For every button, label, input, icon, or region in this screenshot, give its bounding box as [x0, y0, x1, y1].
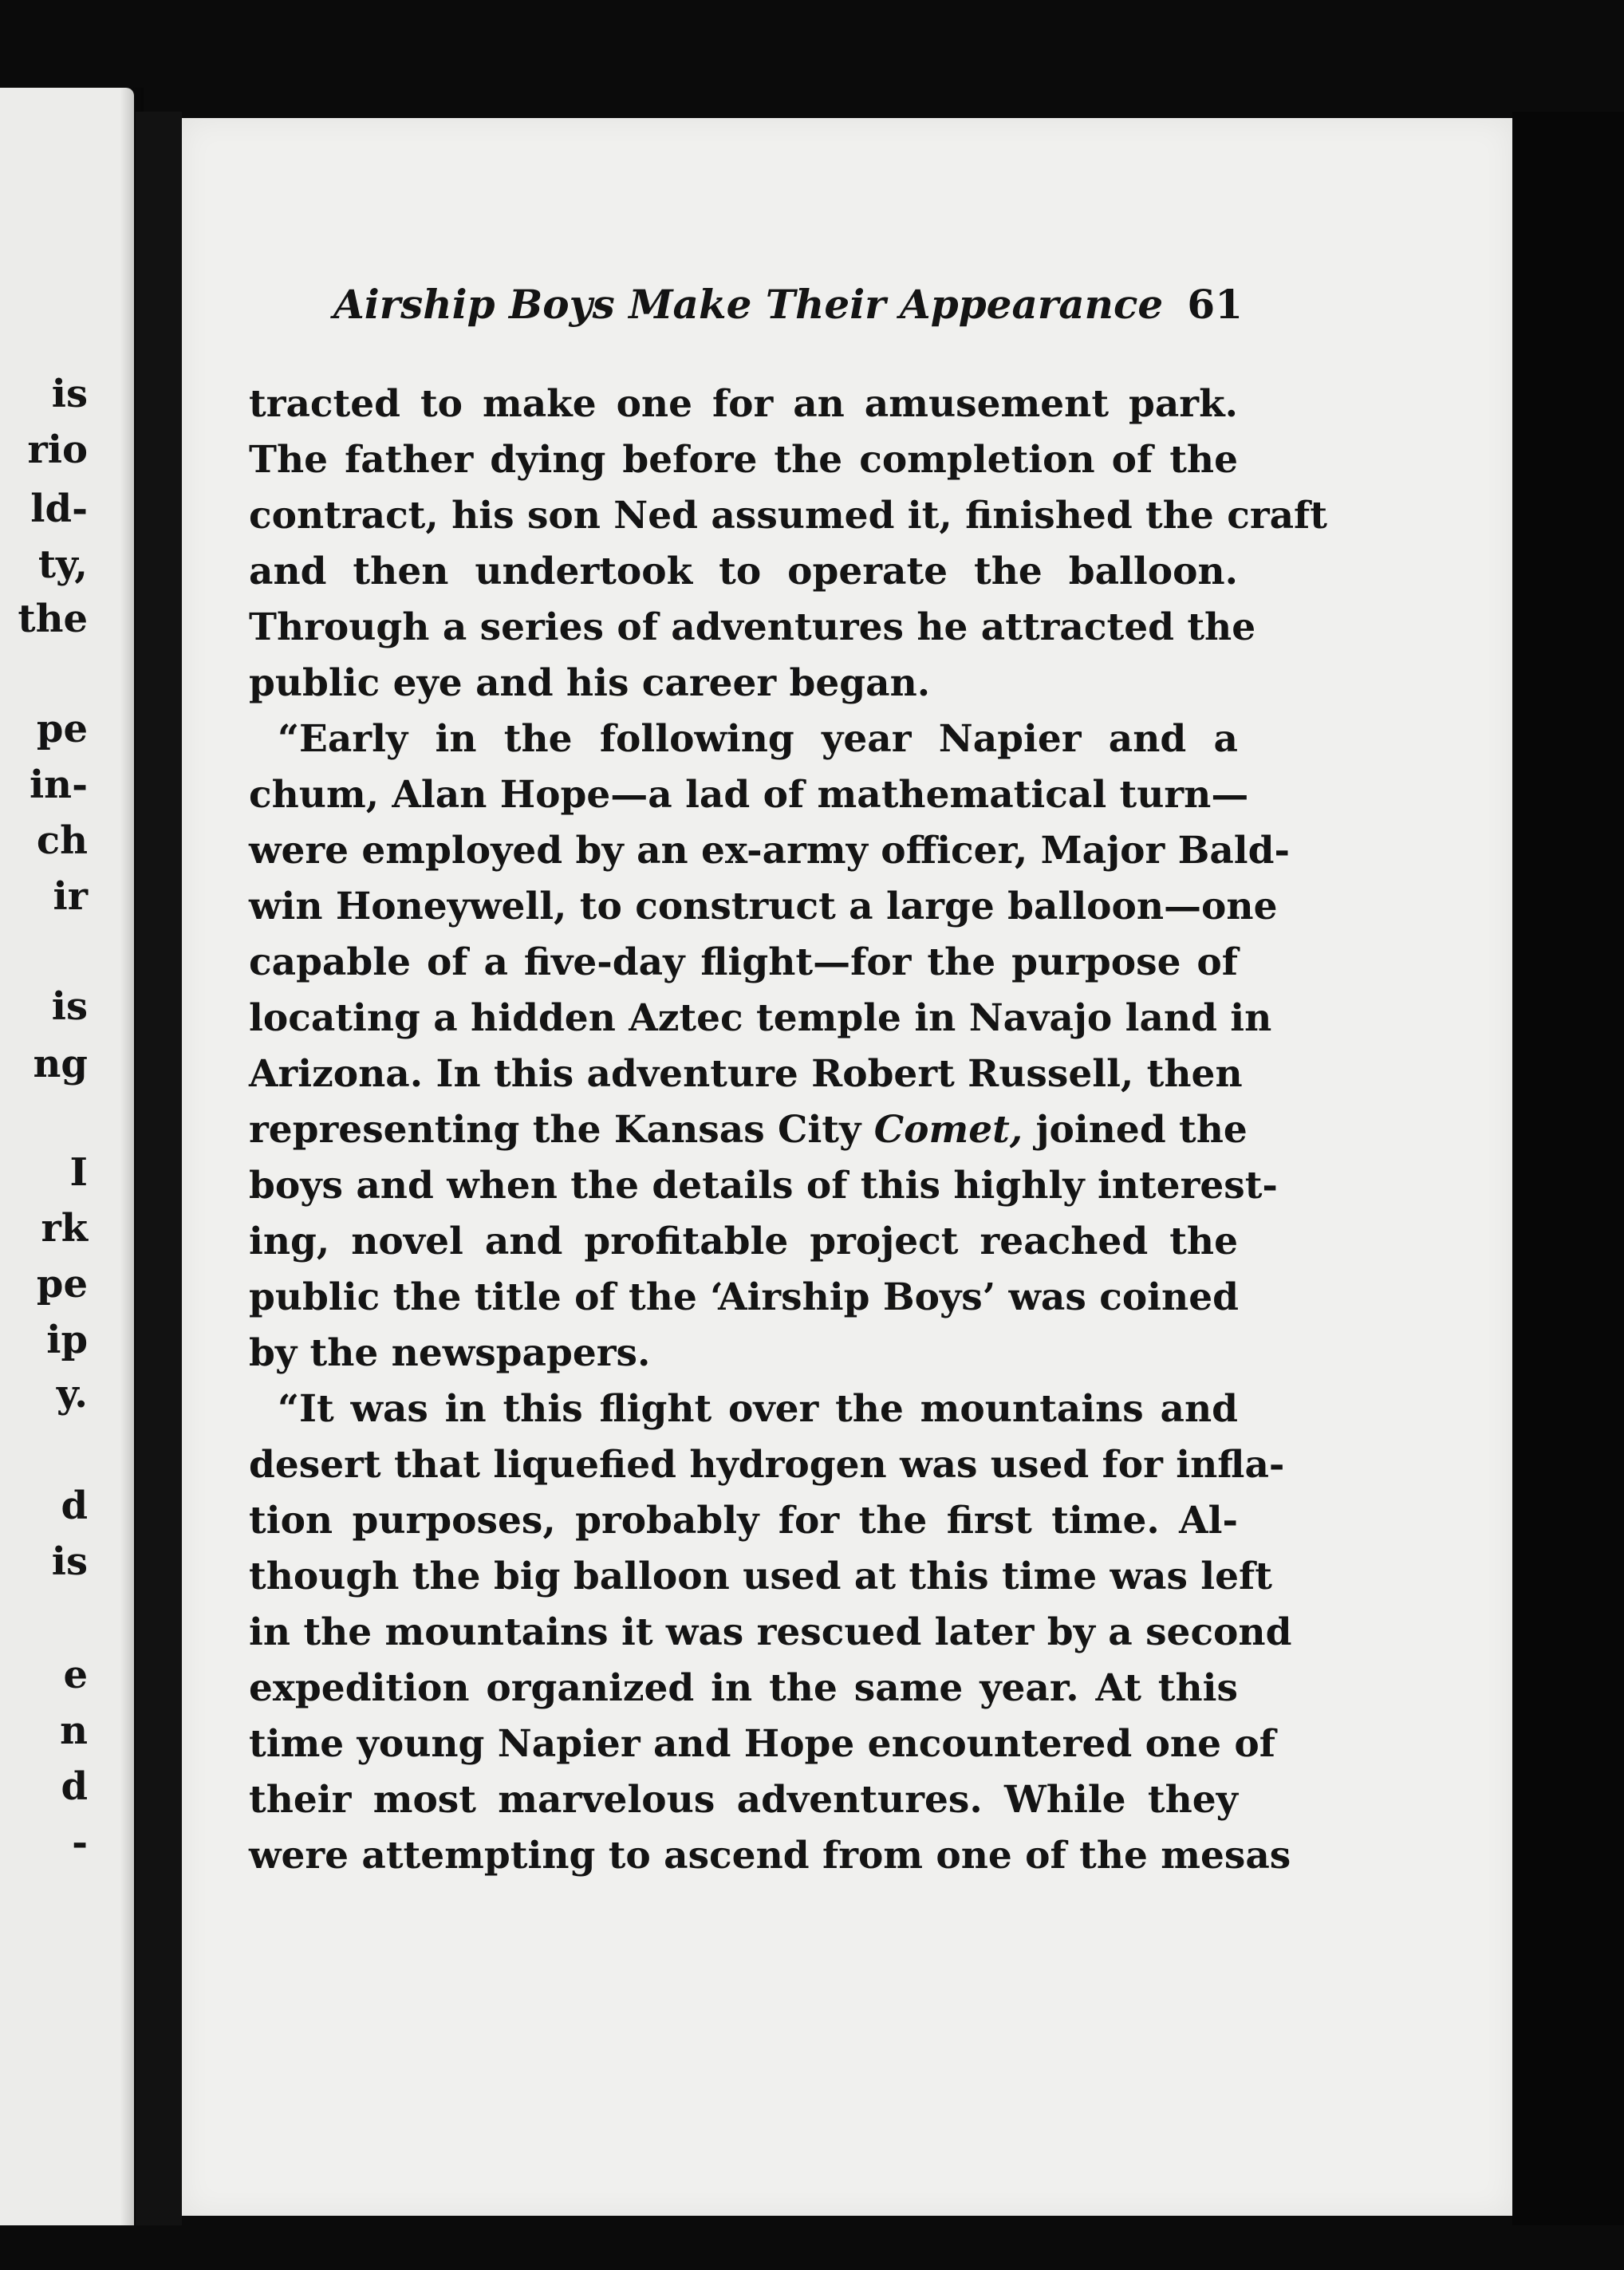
facing-page-fragment: -: [72, 1820, 88, 1865]
text-line: time young Napier and Hope encountered one of: [249, 1722, 1275, 1766]
text-line: The father dying before the completion of the: [249, 438, 1238, 482]
text-line: tion purposes, probably for the first time. Al-: [249, 1499, 1238, 1543]
text-line: locating a hidden Aztec temple in Navajo land in: [249, 996, 1272, 1040]
text-line: contract, his son Ned assumed it, finished the craft: [249, 494, 1327, 538]
facing-page-fragment: d: [61, 1764, 88, 1809]
text-line: though the big balloon used at this time was left: [249, 1555, 1272, 1598]
facing-page-fragment: is: [51, 984, 88, 1029]
facing-page-fragment: ir: [53, 874, 88, 919]
scan-border-right: [1512, 112, 1624, 2270]
text-line: public the title of the ‘Airship Boys’ was coined: [249, 1275, 1239, 1319]
text-line: public eye and his career began.: [249, 661, 931, 705]
facing-page-fragment: rk: [41, 1206, 88, 1251]
text-line: “It was in this flight over the mountains and: [278, 1387, 1238, 1431]
facing-page-fragment: ty,: [37, 542, 88, 587]
running-head-title: Airship Boys Make Their Appearance: [333, 281, 1164, 328]
text-line: in the mountains it was rescued later by a second: [249, 1610, 1292, 1654]
text-line: were attempting to ascend from one of the mesas: [249, 1834, 1291, 1878]
facing-page-fragment: the: [18, 597, 88, 641]
facing-page-fragment: ch: [36, 818, 88, 863]
facing-page-fragment: pe: [36, 1262, 88, 1306]
facing-page-fragment: I: [69, 1150, 88, 1195]
facing-page-fragment: n: [60, 1708, 88, 1753]
text-line: Through a series of adventures he attracted the: [249, 605, 1256, 649]
text-line: representing the Kansas City Comet, joined the: [249, 1108, 1248, 1152]
book-spine: [136, 112, 182, 2233]
running-head: [333, 281, 1243, 345]
facing-page-fragment: pe: [36, 707, 88, 751]
text-line: ing, novel and profitable project reached the: [249, 1220, 1238, 1263]
text-line: desert that liquefied hydrogen was used for infla-: [249, 1443, 1285, 1487]
text-line: and then undertook to operate the balloon.: [249, 550, 1238, 593]
facing-page-fragment: rio: [27, 428, 88, 472]
facing-page-fragment: y.: [56, 1372, 88, 1417]
facing-page-fragment: ng: [33, 1042, 88, 1086]
facing-page-fragment: e: [63, 1653, 88, 1697]
facing-page-fragment: ip: [46, 1318, 88, 1362]
text-line: win Honeywell, to construct a large balloon—one: [249, 885, 1278, 928]
text-line: capable of a five-day flight—for the purpose of: [249, 940, 1238, 984]
text-line: tracted to make one for an amusement park.: [249, 382, 1238, 426]
text-line: by the newspapers.: [249, 1331, 651, 1375]
text-line: their most marvelous adventures. While they: [249, 1778, 1238, 1822]
facing-page-fragment: ld-: [30, 487, 88, 531]
facing-page-fragment: d: [61, 1484, 88, 1528]
facing-page-fragment: is: [51, 372, 88, 416]
facing-page-fragment: is: [51, 1539, 88, 1584]
scan-border-bottom: [0, 2225, 1624, 2270]
page-number: 61: [1187, 281, 1243, 328]
facing-page-text-fragments: [0, 0, 88, 2270]
text-line: chum, Alan Hope—a lad of mathematical turn—: [249, 773, 1249, 817]
text-line: boys and when the details of this highly interest-: [249, 1164, 1278, 1208]
body-text: [249, 376, 1327, 1884]
facing-page-fragment: in-: [29, 763, 88, 807]
text-line: Arizona. In this adventure Robert Russell, then: [249, 1052, 1243, 1096]
text-line: “Early in the following year Napier and a: [278, 717, 1238, 761]
text-line: were employed by an ex-army officer, Major Bald-: [249, 829, 1291, 873]
text-line: expedition organized in the same year. At this: [249, 1666, 1238, 1710]
